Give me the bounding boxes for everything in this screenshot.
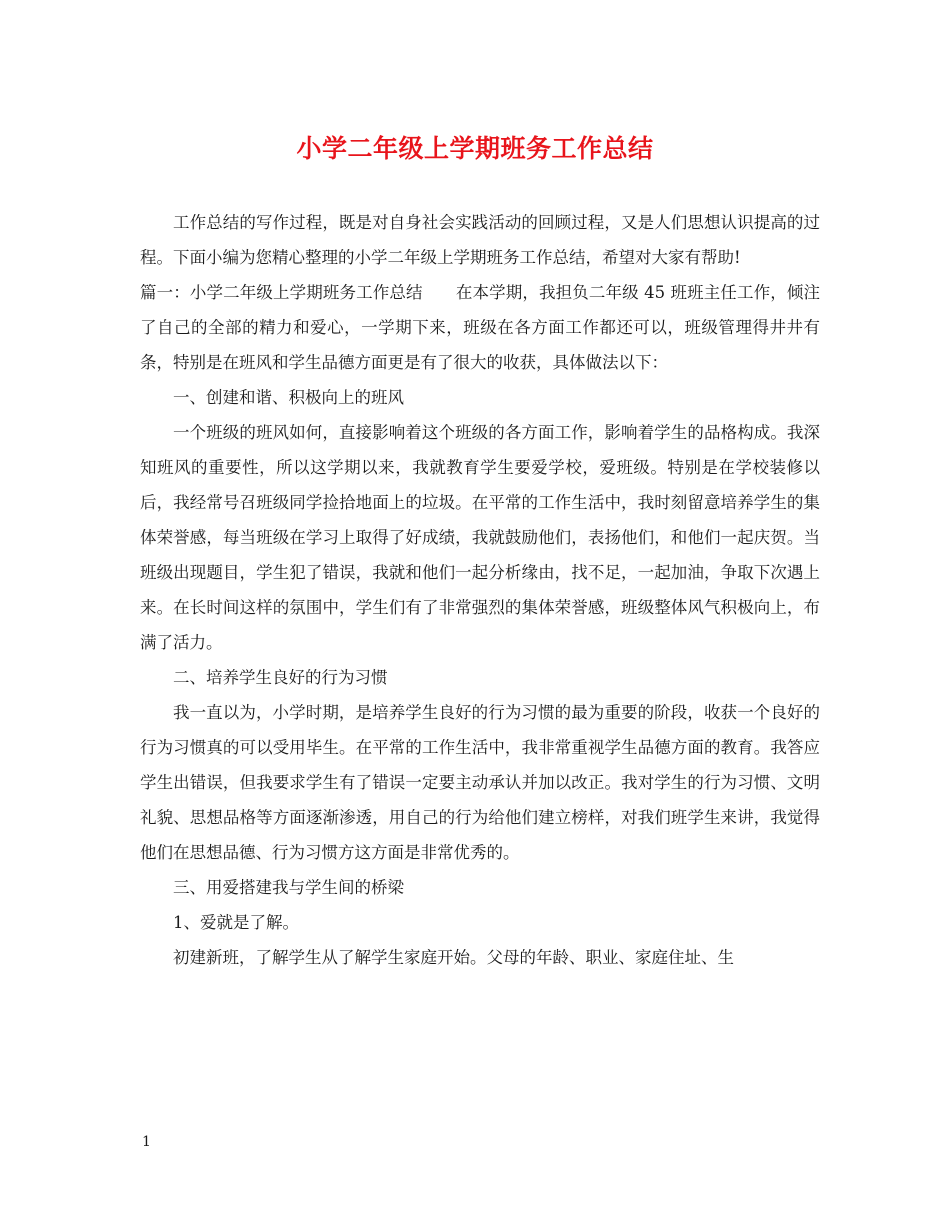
intro-paragraph: 工作总结的写作过程，既是对自身社会实践活动的回顾过程，又是人们思想认识提高的过程。下面小编为您精心整理的小学二年级上学期班务工作总结，希望对大家有帮助! (140, 213, 820, 267)
section-heading-2: 二、培养学生良好的行为习惯 (173, 668, 388, 687)
page-number: 1 (142, 1134, 151, 1150)
body-paragraph: 初建新班，了解学生从了解学生家庭开始。父母的年龄、职业、家庭住址、生 (173, 948, 734, 967)
chapter-one-paragraph: 篇一：小学二年级上学期班务工作总结 在本学期，我担负二年级 45 班班主任工作，倾注了自己的全部的精力和爱心，一学期下来，班级在各方面工作都还可以，班级管理得井井有条，特别是在班风和学生品德方面更是有了很大的收获，具体做法以下： (140, 283, 820, 372)
body-paragraph: 一个班级的班风如何，直接影响着这个班级的各方面工作，影响着学生的品格构成。我深知班风的重要性，所以这学期以来，我就教育学生要爱学校，爱班级。特别是在学校装修以后，我经常号召班级同学捡拾地面上的垃圾。在平常的工作生活中，我时刻留意培养学生的集体荣誉感，每当班级在学习上取得了好成绩，我就鼓励他们，表扬他们，和他们一起庆贺。当班级出现题目，学生犯了错误，我就和他们一起分析缘由，找不足，一起加油，争取下次遇上来。在长时间这样的氛围中，学生们有了非常强烈的集体荣誉感，班级整体风气积极向上，布满了活力。 (140, 423, 820, 652)
subsection-heading: 1、爱就是了解。 (173, 913, 299, 932)
section-heading-3: 三、用爱搭建我与学生间的桥梁 (173, 878, 404, 897)
document-title: 小学二年级上学期班务工作总结 (296, 134, 654, 163)
document-body (140, 205, 820, 975)
body-paragraph: 我一直以为，小学时期，是培养学生良好的行为习惯的最为重要的阶段，收获一个良好的行为习惯真的可以受用毕生。在平常的工作生活中，我非常重视学生品德方面的教育。我答应学生出错误，但我要求学生有了错误一定要主动承认并加以改正。我对学生的行为习惯、文明礼貌、思想品格等方面逐渐渗透，用自己的行为给他们建立榜样，对我们班学生来讲，我觉得他们在思想品德、行为习惯方这方面是非常优秀的。 (140, 703, 820, 862)
section-heading-1: 一、创建和谐、积极向上的班风 (173, 388, 404, 407)
